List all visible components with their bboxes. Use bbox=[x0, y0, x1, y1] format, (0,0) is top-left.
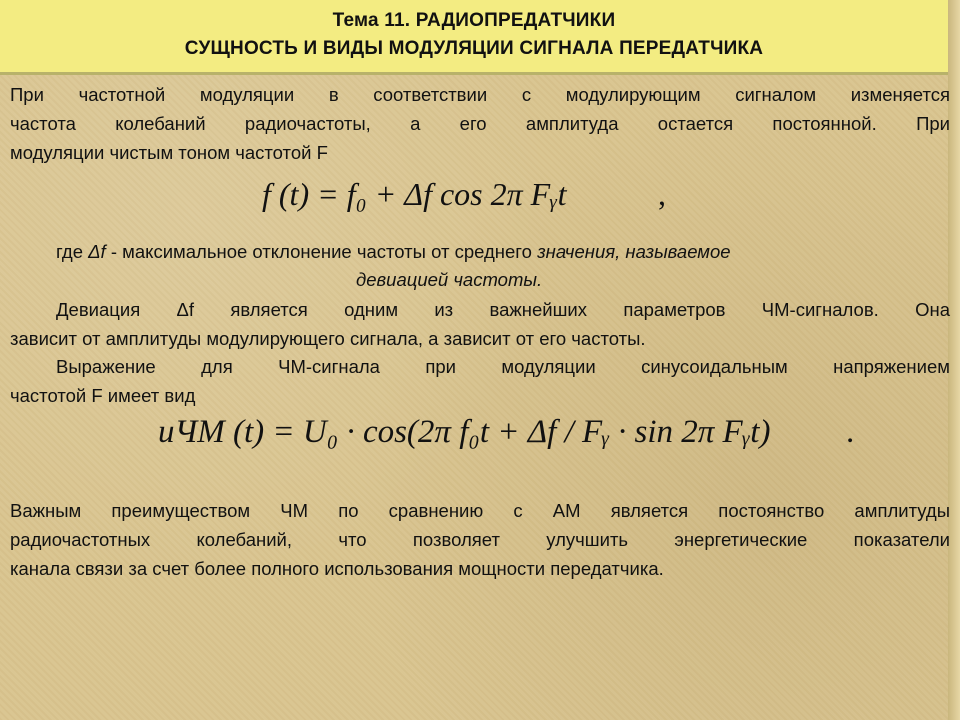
intro-line-3: модуляции чистым тоном частотой F bbox=[10, 142, 328, 163]
definition-term: девиацией частоты. bbox=[356, 269, 543, 290]
formula-frequency-comma: , bbox=[658, 176, 666, 212]
formula-frequency-text: f (t) = f₀ + Δf cos 2π Fᵧt bbox=[262, 176, 567, 212]
slide-title: Тема 11. РАДИОПРЕДАТЧИКИ bbox=[332, 10, 616, 31]
advantage-paragraph bbox=[10, 496, 950, 583]
formula-fm-signal bbox=[158, 414, 855, 451]
definition-text: - максимальное отклонение частоты от среднего bbox=[105, 241, 538, 262]
definition-line bbox=[56, 237, 948, 266]
delta-f-symbol: Δf bbox=[88, 241, 106, 262]
expression-paragraph bbox=[10, 352, 950, 410]
slide-title-bar bbox=[0, 0, 948, 75]
slide-subtitle: СУЩНОСТЬ И ВИДЫ МОДУЛЯЦИИ СИГНАЛА ПЕРЕДАТЧИКА bbox=[184, 38, 764, 59]
intro-line-2: частота колебаний радиочастоты, а его амплитуда остается постоянной. При bbox=[10, 113, 950, 134]
formula-fm-signal-text: uЧМ (t) = U₀ · cos(2π f₀t + Δf / Fᵧ · sin 2π Fᵧt) bbox=[158, 414, 771, 450]
deviation-line-2: зависит от амплитуды модулирующего сигнала, а зависит от его частоты. bbox=[10, 328, 646, 349]
advantage-line-3: канала связи за счет более полного использования мощности передатчика. bbox=[10, 558, 664, 579]
deviation-paragraph bbox=[10, 295, 950, 353]
formula-frequency bbox=[262, 176, 666, 213]
definition-prefix: где bbox=[56, 241, 89, 262]
expression-line-1: Выражение для ЧМ-сигнала при модуляции синусоидальным напряжением bbox=[56, 356, 950, 377]
expression-line-2: частотой F имеет вид bbox=[10, 385, 196, 406]
definition-italic: значения, называемое bbox=[537, 241, 731, 262]
intro-paragraph bbox=[10, 80, 950, 167]
intro-line-1: При частотной модуляции в соответствии с модулирующим сигналом изменяется bbox=[10, 84, 950, 105]
deviation-line-1: Девиация Δf является одним из важнейших параметров ЧМ-сигналов. Она bbox=[56, 299, 950, 320]
advantage-line-2: радиочастотных колебаний, что позволяет улучшить энергетические показатели bbox=[10, 529, 950, 550]
formula-fm-signal-period: . bbox=[846, 414, 855, 450]
advantage-line-1: Важным преимуществом ЧМ по сравнению с АМ является постоянство амплитуды bbox=[10, 500, 950, 521]
